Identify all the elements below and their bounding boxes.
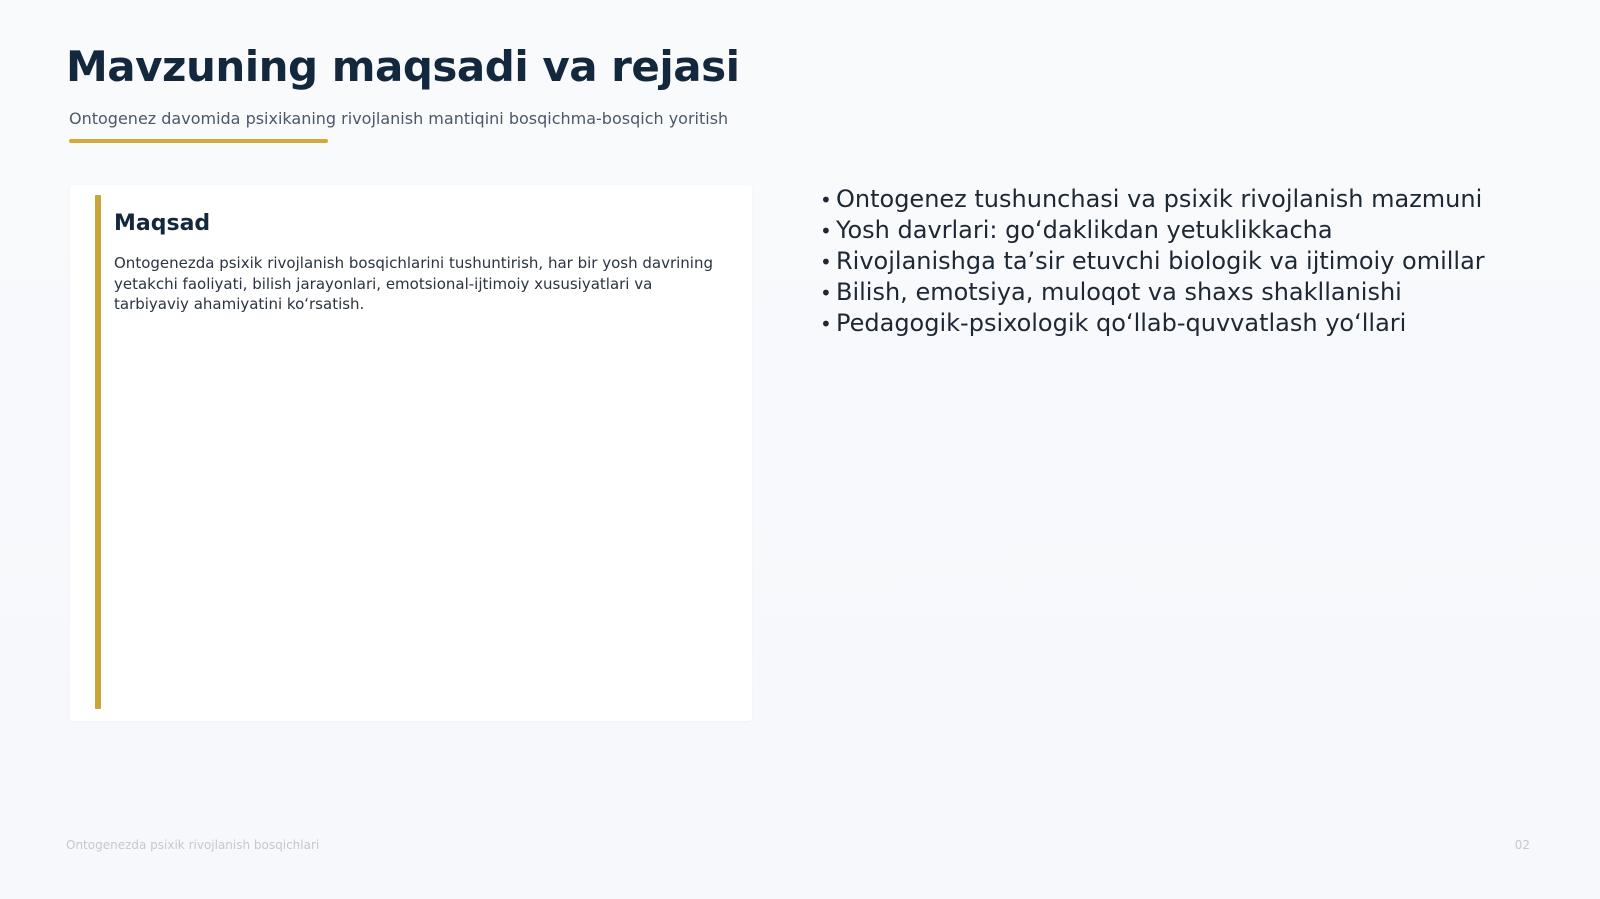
footer-topic: Ontogenezda psixik rivojlanish bosqichlari [66, 838, 320, 852]
bullet-icon: • [820, 250, 832, 274]
goal-card-accent-bar [95, 195, 101, 709]
slide-subtitle: Ontogenez davomida psixikaning rivojlanish mantiqini bosqichma-bosqich yoritish [69, 109, 729, 128]
plan-item [820, 277, 1580, 308]
plan-item-text: Bilish, emotsiya, muloqot va shaxs shakllanishi [836, 278, 1402, 306]
bullet-icon: • [820, 188, 832, 212]
goal-card [70, 185, 752, 721]
bullet-icon: • [820, 281, 832, 305]
bullet-icon: • [820, 219, 832, 243]
plan-item-text: Ontogenez tushunchasi va psixik rivojlanish mazmuni [836, 185, 1483, 213]
plan-item [820, 308, 1580, 339]
page-number: 02 [1514, 838, 1530, 852]
plan-list [820, 184, 1580, 339]
plan-item [820, 246, 1580, 277]
bullet-icon: • [820, 312, 832, 336]
plan-item [820, 184, 1580, 215]
goal-text: Ontogenezda psixik rivojlanish bosqichlarini tushuntirish, har bir yosh davrining yetakchi faoliyati, bilish jarayonlari, emotsional-ijtimoiy xususiyatlari va tarbiyaviy ahamiyatini koʻrsatish. [114, 254, 713, 313]
plan-item-text: Rivojlanishga taʼsir etuvchi biologik va ijtimoiy omillar [836, 247, 1485, 275]
plan-item [820, 215, 1580, 246]
goal-heading: Maqsad [114, 211, 211, 236]
slide-title: Mavzuning maqsadi va rejasi [66, 42, 740, 91]
plan-item-text: Pedagogik-psixologik qoʻllab-quvvatlash yoʻllari [836, 309, 1407, 337]
title-accent-underline [69, 139, 328, 143]
plan-item-text: Yosh davrlari: goʻdaklikdan yetuklikkacha [836, 216, 1333, 244]
